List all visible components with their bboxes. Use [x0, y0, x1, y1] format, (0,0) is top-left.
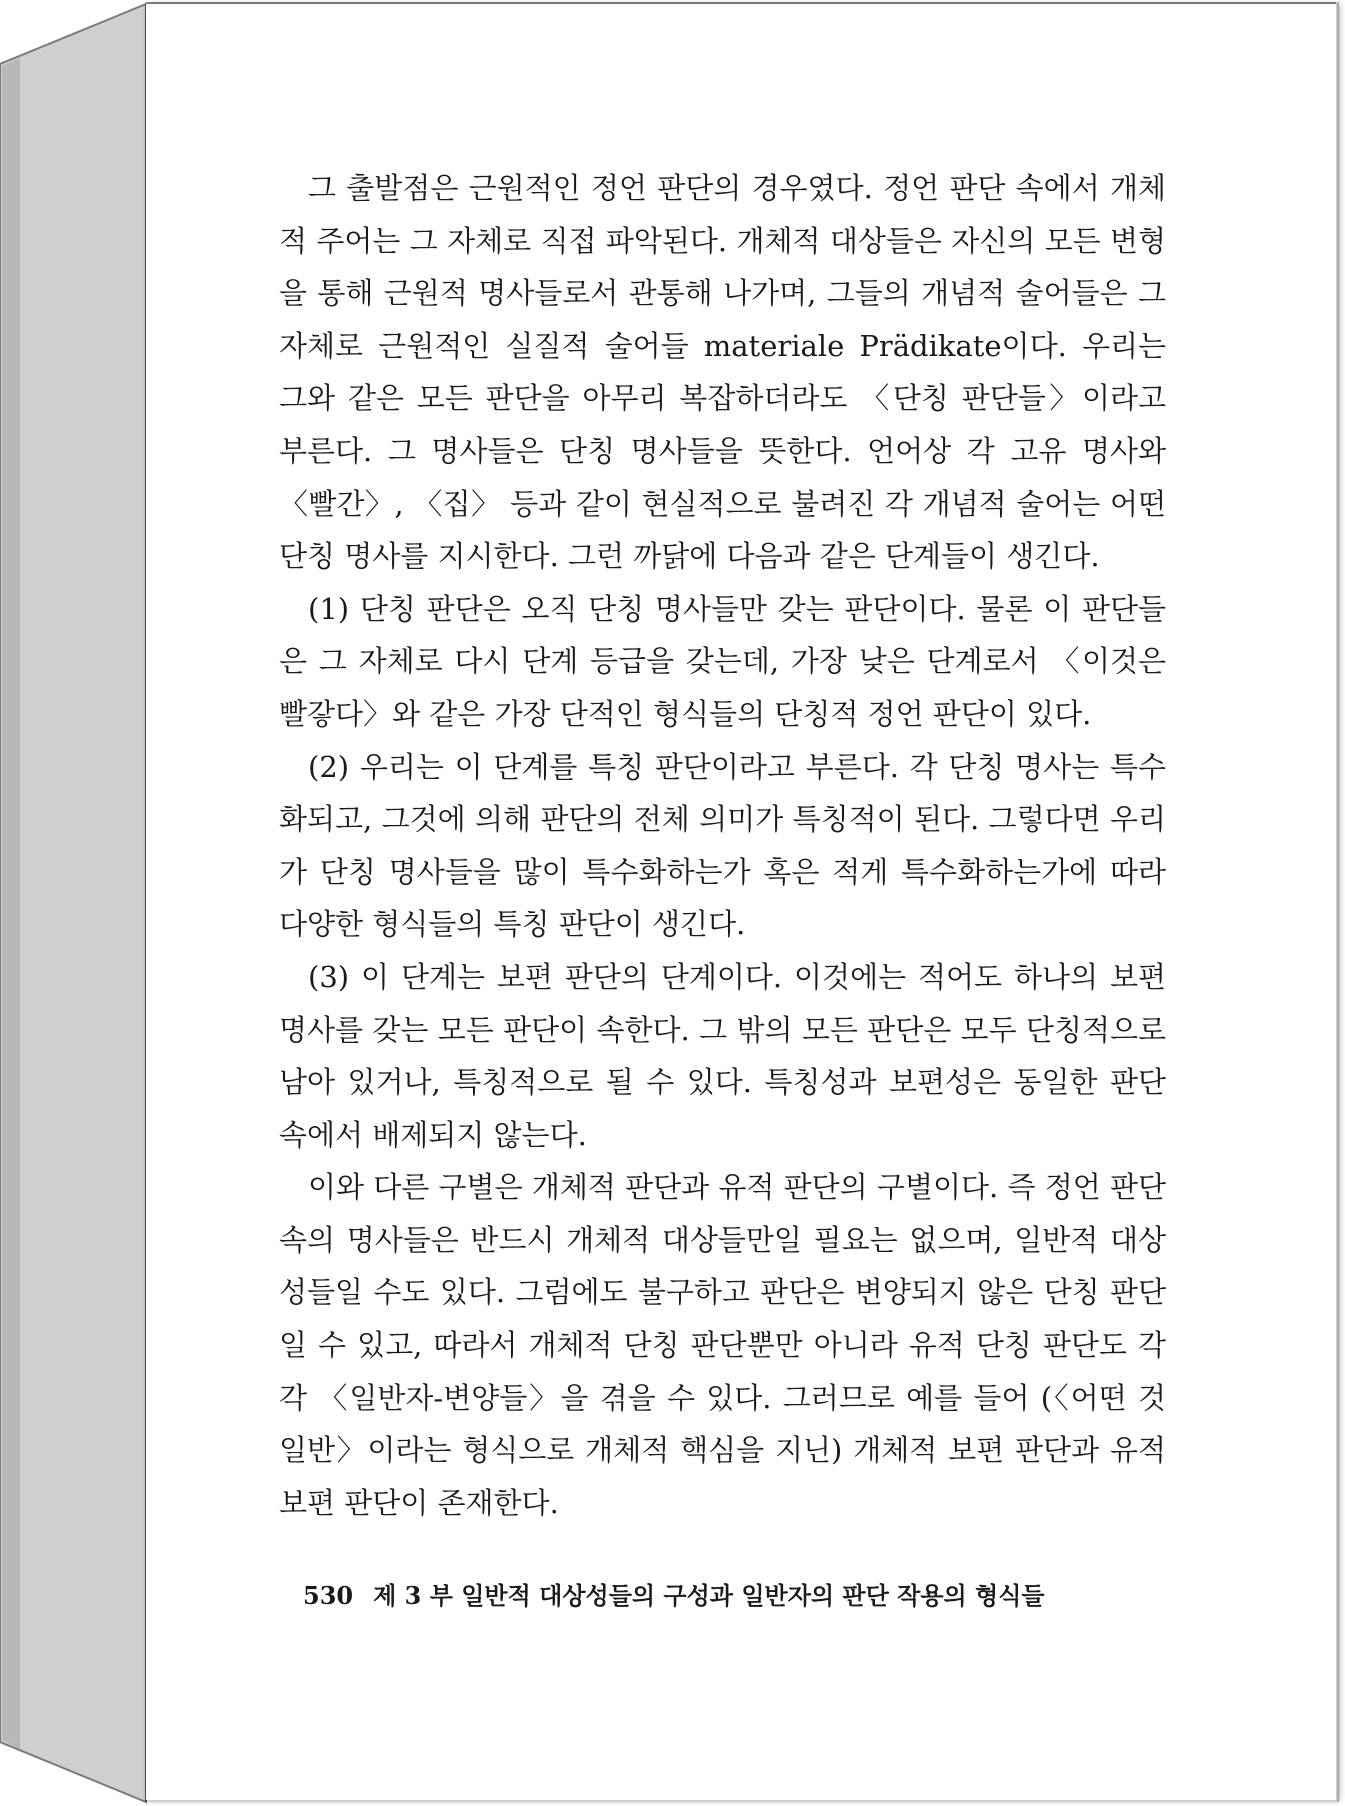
- running-title: 제 3 부 일반적 대상성들의 구성과 일반자의 판단 작용의 형식들: [373, 1581, 1045, 1610]
- paragraph-item-1: (1) 단칭 판단은 오직 단칭 명사들만 갖는 판단이다. 물론 이 판단들은 그 자체로 다시 단계 등급을 갖는데, 가장 낮은 단계로서 〈이것은 빨갛다〉와 같은 가장 단적인 형식들의 단칭적 정언 판단이 있다.: [279, 591, 1166, 731]
- page-footer: [303, 1576, 1045, 1611]
- paragraph-item-3: (3) 이 단계는 보편 판단의 단계이다. 이것에는 적어도 하나의 보편 명사를 갖는 모든 판단이 속한다. 그 밖의 모든 판단은 모두 단칭적으로 남아 있거나, 특칭적으로 될 수 있다. 특칭성과 보편성은 동일한 판단 속에서 배제되지 않는다.: [279, 959, 1166, 1152]
- paragraph-item-2: (2) 우리는 이 단계를 특칭 판단이라고 부른다. 각 단칭 명사는 특수화되고, 그것에 의해 판단의 전체 의미가 특칭적이 된다. 그렇다면 우리가 단칭 명사들을 많이 특수화하는가 혹은 적게 특수화하는가에 따라 다양한 형식들의 특칭 판단이 생긴다.: [279, 749, 1166, 942]
- body-text: [279, 162, 1166, 1529]
- paragraph-intro: 그 출발점은 근원적인 정언 판단의 경우였다. 정언 판단 속에서 개체적 주어는 그 자체로 직접 파악된다. 개체적 대상들은 자신의 모든 변형을 통해 근원적 명사들로서 관통해 나가며, 그들의 개념적 술어들은 그 자체로 근원적인 실질적 술어들 materiale Prädikate이다. 우리는 그와 같은 모든 판단을 아무리 복잡하더라도 〈단칭 판단들〉이라고 부른다. 그 명사들은 단칭 명사들을 뜻한다. 언어상 각 고유 명사와 〈빨간〉, 〈집〉 등과 같이 현실적으로 불려진 각 개념적 술어는 어떤 단칭 명사를 지시한다. 그런 까닭에 다음과 같은 단계들이 생긴다.: [279, 171, 1166, 574]
- paragraph-distinction: 이와 다른 구별은 개체적 판단과 유적 판단의 구별이다. 즉 정언 판단 속의 명사들은 반드시 개체적 대상들만일 필요는 없으며, 일반적 대상성들일 수도 있다. 그럼에도 불구하고 판단은 변양되지 않은 단칭 판단일 수 있고, 따라서 개체적 단칭 판단뿐만 아니라 유적 단칭 판단도 각각 〈일반자-변양들〉을 겪을 수 있다. 그러므로 예를 들어 (〈어떤 것 일반〉이라는 형식으로 개체적 핵심을 지닌) 개체적 보편 판단과 유적 보편 판단이 존재한다.: [279, 1170, 1166, 1520]
- page-right-edge: [1336, 2, 1339, 1802]
- page-number: 530: [303, 1581, 354, 1610]
